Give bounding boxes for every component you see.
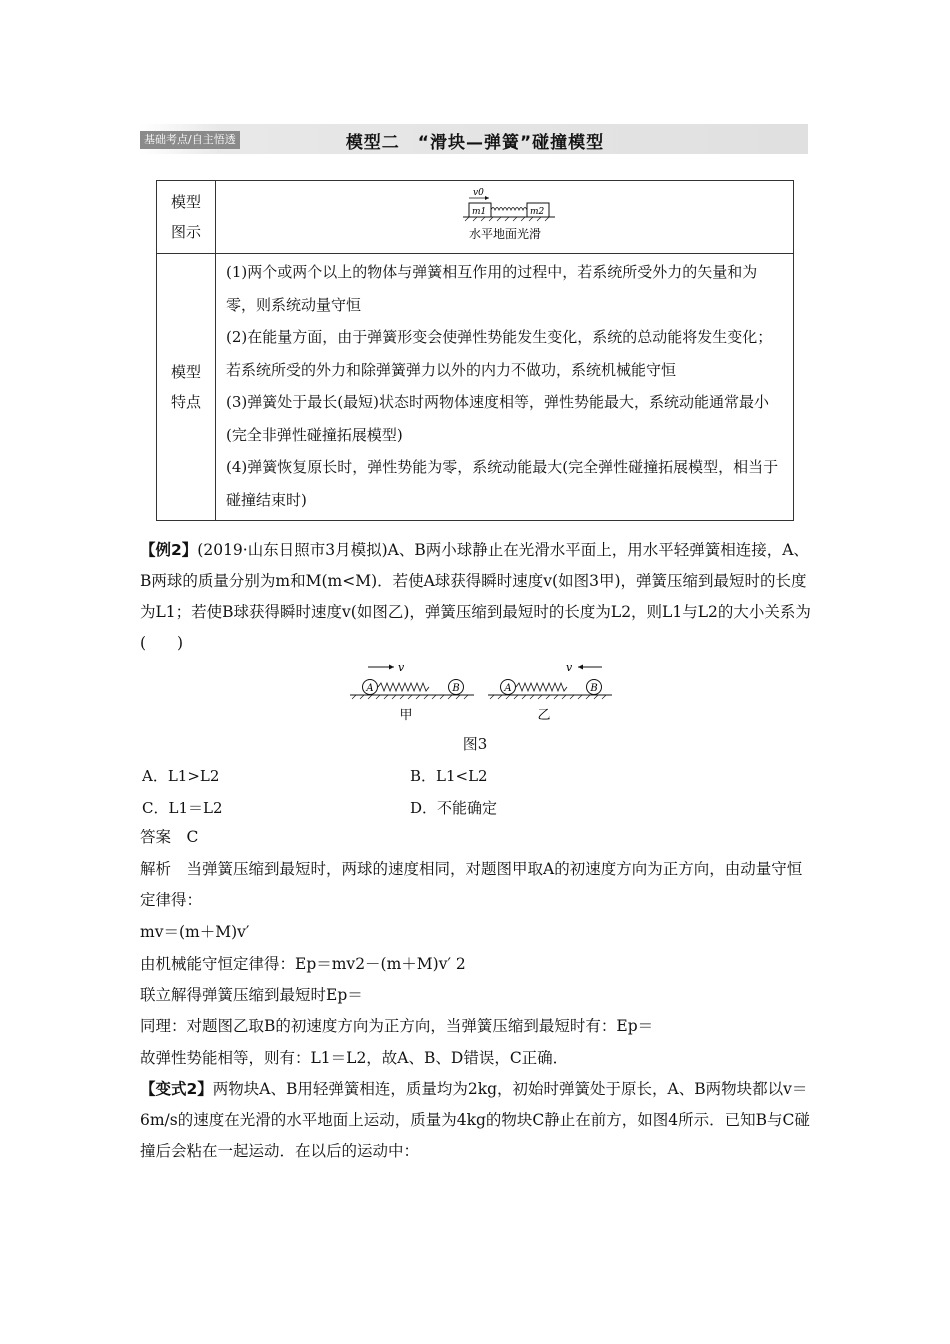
row-label-diagram: 模型图示 xyxy=(157,181,216,254)
example-label: 【例2】 xyxy=(140,541,198,559)
figure-yi xyxy=(488,661,612,723)
figure-3-caption: 图3 xyxy=(462,735,488,753)
m1-label: m1 xyxy=(471,207,486,217)
option-d: D．不能确定 xyxy=(410,799,498,817)
feature-3: (3)弹簧处于最长(最短)状态时两物体速度相等，弹性势能最大，系统动能通常最小(完全非弹性碰撞拓展模型) xyxy=(226,393,769,444)
analysis-line-4: 联立解得弹簧压缩到最短时Ep＝ xyxy=(140,986,363,1004)
v-label: v xyxy=(566,661,573,674)
model-features-cell xyxy=(216,254,794,521)
ground-hatch xyxy=(465,217,549,221)
example-text: (2019·山东日照市3月模拟)A、B两小球静止在光滑水平面上，用水平轻弹簧相连接，A、B两球的质量分别为m和M(m<M)．若使A球获得瞬时速度v(如图3甲)，弹簧压缩到最短时的长度为L1；若使B球获得瞬时速度v(如图乙)，弹簧压缩到最短时的长度为L2，则L1与L2的大小关系为( ) xyxy=(140,541,811,652)
table-row xyxy=(157,181,794,254)
label-yi: 乙 xyxy=(537,708,551,723)
svg-text:A: A xyxy=(366,683,374,694)
example-problem xyxy=(140,535,812,659)
feature-2: (2)在能量方面，由于弹簧形变会使弹性势能发生变化，系统的总动能将发生变化；若系统所受的外力和除弹簧弹力以外的内力不做功，系统机械能守恒 xyxy=(226,328,773,379)
row-label-features: 模型特点 xyxy=(157,254,216,521)
option-a: A．L1>L2 xyxy=(142,767,220,785)
v-label: v xyxy=(398,661,405,674)
analysis-equation-energy: 由机械能守恒定律得：Ep＝mv2－(m＋M)v′ 2 xyxy=(140,955,466,973)
spring xyxy=(491,208,527,211)
figure-jia xyxy=(350,661,474,723)
svg-text:A: A xyxy=(504,683,512,694)
variant-problem xyxy=(140,1074,812,1167)
model-table xyxy=(156,180,794,521)
svg-text:B: B xyxy=(590,683,598,694)
model-diagram-cell xyxy=(216,181,794,254)
ground-caption: 水平地面光滑 xyxy=(468,227,541,241)
spring xyxy=(516,683,567,691)
option-b: B．L1<L2 xyxy=(410,767,488,785)
section-badge: 基础考点/自主悟透 xyxy=(140,131,240,149)
m2-label: m2 xyxy=(529,207,544,217)
svg-text:B: B xyxy=(452,683,460,694)
label-jia: 甲 xyxy=(399,708,413,723)
analysis-conclusion: 故弹性势能相等，则有：L1＝L2，故A、B、D错误，C正确． xyxy=(140,1049,569,1067)
feature-4: (4)弹簧恢复原长时，弹性势能为零，系统动能最大(完全弹性碰撞拓展模型，相当于碰撞结束时) xyxy=(226,458,779,509)
page-title: 模型二 “滑块—弹簧”碰撞模型 xyxy=(345,133,605,153)
analysis-line-1: 解析 当弹簧压缩到最短时，两球的速度相同，对题图甲取A的初速度方向为正方向，由动量守恒定律得： xyxy=(140,860,803,909)
variant-label: 【变式2】 xyxy=(140,1080,213,1098)
table-row xyxy=(157,254,794,521)
feature-1: (1)两个或两个以上的物体与弹簧相互作用的过程中，若系统所受外力的矢量和为零，则系统动量守恒 xyxy=(226,263,758,314)
variant-text: 两物块A、B用轻弹簧相连，质量均为2kg，初始时弹簧处于原长，A、B两物块都以v＝6m/s的速度在光滑的水平地面上运动，质量为4kg的物块C静止在前方，如图4所示．已知B与C碰撞后会粘在一起运动．在以后的运动中： xyxy=(140,1080,810,1160)
v0-label: v0 xyxy=(472,188,484,198)
analysis-line-5: 同理：对题图乙取B的初速度方向为正方向，当弹簧压缩到最短时有：Ep＝ xyxy=(140,1017,654,1035)
figure-3 xyxy=(340,658,620,726)
analysis-equation-momentum: mv＝(m＋M)v′ xyxy=(140,923,250,941)
block-spring-diagram xyxy=(445,186,565,248)
answer: 答案 C xyxy=(140,828,199,846)
spring xyxy=(378,683,429,691)
option-c: C．L1＝L2 xyxy=(142,799,223,817)
